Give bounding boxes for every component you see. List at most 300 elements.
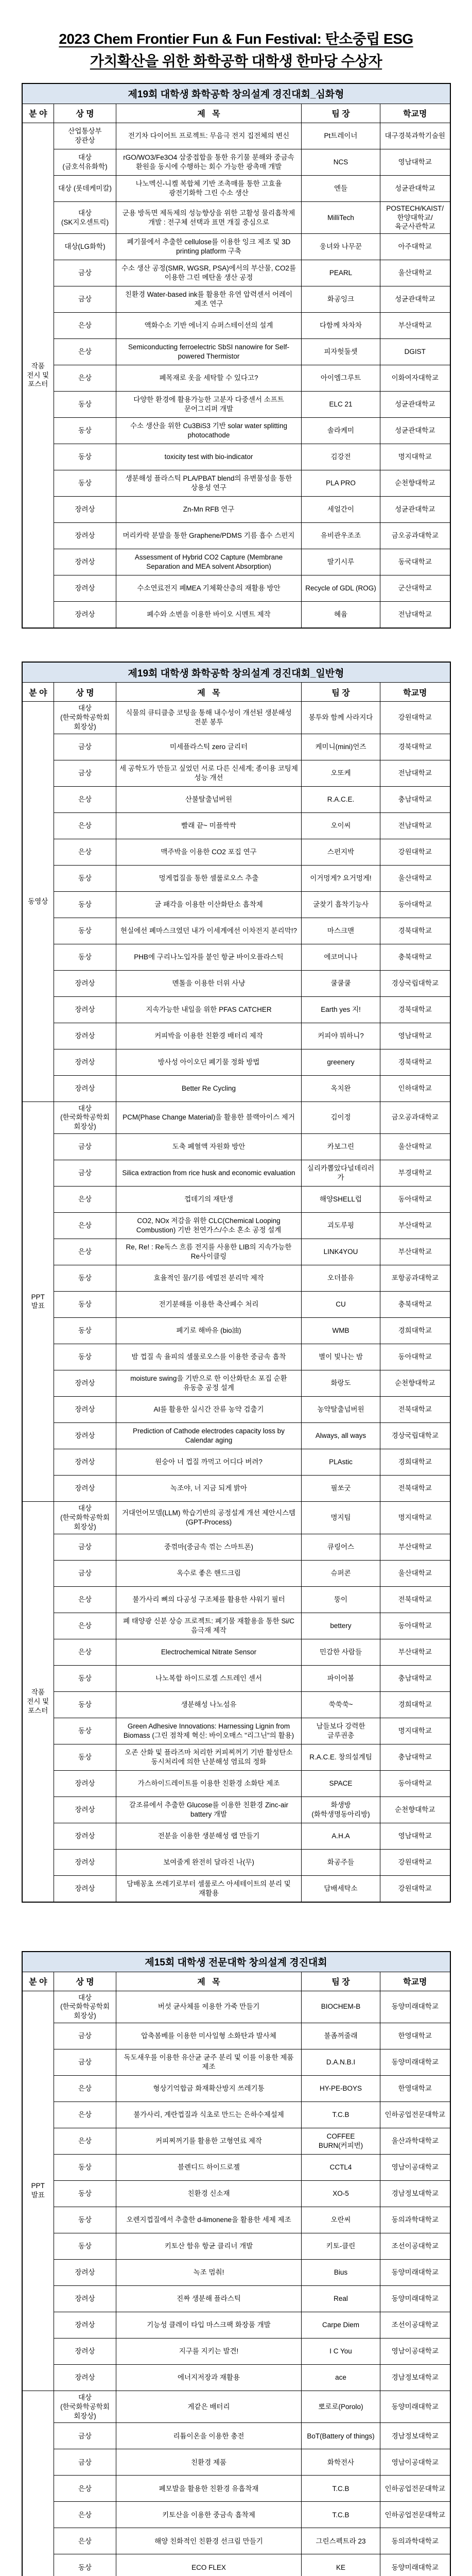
award-cell: 동상 [54,918,116,944]
team-cell: 오더블유 [302,1265,380,1292]
title-cell: 중꺾마(중금속 꺾는 스마트폰) [116,1534,302,1560]
team-cell: 농약탈출넘버원 [302,1397,380,1423]
awards-table-general [22,662,451,1902]
table-row [22,702,450,734]
table-row [22,260,450,286]
award-cell: 대상 (한국화학공학회회장상) [54,702,116,734]
title-cell: 오렌지껍질에서 추출한 d-limonene을 활용한 세제 제조 [116,2207,302,2233]
school-cell: 경희대학교 [380,1691,450,1718]
school-cell: 동아대학교 [380,1344,450,1370]
table-row [22,1023,450,1049]
table-row [22,2102,450,2128]
award-cell: 금상 [54,2049,116,2075]
award-cell: 대상 (한국화학공학회 회장상) [54,1991,116,2023]
team-cell: 굴찾기 흡착기능사 [302,891,380,918]
school-cell: 충남대학교 [380,1665,450,1691]
school-cell: 동양미래대학교 [380,1991,450,2023]
school-cell: 경남정보대학교 [380,2423,450,2449]
table-row [22,2476,450,2502]
team-cell: 불좀꺼줄래 [302,2023,380,2049]
team-cell: 유비관우조조 [302,523,380,549]
team-cell: 솔라케미 [302,418,380,444]
table-row [22,839,450,865]
title-cell: 머리카락 분말을 통한 Graphene/PDMS 기름 흡수 스펀지 [116,523,302,549]
title-cell: PCM(Phase Change Material)을 활용한 블랙아이스 제거 [116,1101,302,1133]
award-cell: 장려상 [54,1423,116,1449]
award-cell: 장려상 [54,497,116,523]
team-cell: LINK4YOU [302,1239,380,1265]
school-cell: POSTECH/KAIST/한양대학교/육군사관학교 [380,201,450,233]
school-cell: 경희대학교 [380,1318,450,1344]
title-cell: 폐기로 해바유 (bio油) [116,1318,302,1344]
team-cell: 화공주들 [302,1849,380,1875]
award-cell: 대상 (롯데케미칼) [54,175,116,201]
title-cell: 껍데기의 재탄생 [116,1187,302,1213]
title-cell: 옥수로 좋은 핸드크림 [116,1560,302,1586]
title-cell: 거대언어모델(LLM) 학습기반의 공정설계 개선 제안시스템(GPT-Process) [116,1502,302,1534]
table-row [22,549,450,575]
table-row [22,2180,450,2207]
award-cell: 동상 [54,1318,116,1344]
team-cell: 혜윰 [302,602,380,629]
team-cell: 피자헛둘셋 [302,339,380,365]
school-cell: 경상국립대학교 [380,1423,450,1449]
school-cell: 성균관대학교 [380,497,450,523]
team-cell: 파이어볼 [302,1665,380,1691]
award-cell: 장려상 [54,1397,116,1423]
title-cell: 액화수소 기반 에너지 슈퍼스테이션의 설계 [116,313,302,339]
award-cell: 장려상 [54,1449,116,1476]
school-cell: 영남이공대학교 [380,2449,450,2476]
team-cell: WMB [302,1318,380,1344]
award-cell: 장려상 [54,1849,116,1875]
school-cell: 순천향대학교 [380,1370,450,1397]
column-header-award: 상 명 [54,683,116,702]
title-cell: 독도새우를 이용한 유산균 균주 분리 및 이를 이용한 제품 제조 [116,2049,302,2075]
award-cell: 장려상 [54,575,116,602]
table-row [22,2154,450,2180]
title-cell: 생분해성 나노섬유 [116,1691,302,1718]
title-cell: 친환경 Water-based ink를 활용한 유연 압력센서 어레이 제조 연구 [116,286,302,313]
table-row [22,418,450,444]
table-row [22,2449,450,2476]
table-row [22,891,450,918]
team-cell: 아이엠그루트 [302,365,380,392]
title-cell: 식물의 큐티클층 코팅을 통해 내수성이 개선된 생분해성 전분 봉투 [116,702,302,734]
team-cell: 화학전사 [302,2449,380,2476]
team-cell: 해양SHELL럽 [302,1187,380,1213]
school-cell: 한영대학교 [380,2075,450,2102]
award-cell: 은상 [54,812,116,839]
title-cell: Green Adhesive Innovations: Harnessing Lignin from Biomass (그린 점착제 혁신: 바이오매스 "리그닌"의 활용) [116,1718,302,1744]
school-cell: 인하공업전문대학교 [380,2102,450,2128]
award-cell: 장려상 [54,1049,116,1075]
team-cell: 에코머니나 [302,944,380,970]
team-cell: 오또케 [302,760,380,786]
table-row [22,1449,450,1476]
team-cell: PEARL [302,260,380,286]
team-cell: 카보그린 [302,1134,380,1160]
award-cell: 장려상 [54,2312,116,2338]
table-row [22,339,450,365]
team-cell: 스펀지박 [302,839,380,865]
award-cell: 은상 [54,2528,116,2554]
title-cell: 도축 폐혈액 자원화 방안 [116,1134,302,1160]
school-cell: 경북대학교 [380,918,450,944]
table-title-row [22,83,450,104]
school-cell: 동아대학교 [380,1187,450,1213]
award-cell: 은상 [54,2102,116,2128]
title-cell: 해양 친화적인 친환경 선크림 만들기 [116,2528,302,2554]
title-cell: Electrochemical Nitrate Sensor [116,1639,302,1665]
title-cell: 녹조야, 너 지금 되게 밝아 [116,1476,302,1502]
table-row [22,2391,450,2422]
table-row [22,2502,450,2528]
team-cell: 마스크맨 [302,918,380,944]
school-cell: 경상국립대학교 [380,970,450,996]
team-cell: R.A.C.E. 창의설계팀 [302,1744,380,1770]
table-row [22,1534,450,1560]
award-cell: 동상 [54,2154,116,2180]
table-row [22,1502,450,1534]
school-cell: 전북대학교 [380,1586,450,1613]
page-title [14,28,458,73]
title-cell: Better Re Cycling [116,1075,302,1101]
school-cell: 부산대학교 [380,1534,450,1560]
table-row [22,1718,450,1744]
table-row [22,1075,450,1101]
title-cell: ECO FLEX [116,2554,302,2576]
award-cell: 장려상 [54,2259,116,2285]
school-cell: 경북대학교 [380,996,450,1023]
award-cell: 동상 [54,1292,116,1318]
title-cell: 나노복합 하이드로겔 스트레인 센서 [116,1665,302,1691]
table-row [22,2312,450,2338]
award-cell: 장려상 [54,1770,116,1797]
school-cell: 부산대학교 [380,1639,450,1665]
award-cell: 은상 [54,339,116,365]
school-cell: 순천향대학교 [380,470,450,497]
title-cell: Assessment of Hybrid CO2 Capture (Membrane Separation and MEA solvent Absorption) [116,549,302,575]
team-cell: 오란씨 [302,2207,380,2233]
category-cell: PPT 발표 [22,1101,54,1501]
school-cell: 명지대학교 [380,1502,450,1534]
team-cell: Real [302,2285,380,2312]
award-cell: 은상 [54,2476,116,2502]
title-cell: toxicity test with bio-indicator [116,444,302,470]
team-cell: ace [302,2364,380,2391]
award-cell: 장려상 [54,1823,116,1849]
award-cell: 장려상 [54,1370,116,1397]
title-cell: 전분을 이용한 생분해성 랩 만들기 [116,1823,302,1849]
award-cell: 은상 [54,1586,116,1613]
column-header-field: 분 야 [22,1972,54,1991]
table-row [22,523,450,549]
award-cell: 대상 (금호석유화학) [54,149,116,175]
table-row [22,2207,450,2233]
award-cell: 장려상 [54,2285,116,2312]
school-cell: 금오공과대학교 [380,1101,450,1133]
column-header-school: 학교명 [380,104,450,123]
team-cell: 세얼간이 [302,497,380,523]
column-header-school: 학교명 [380,1972,450,1991]
award-cell: 동상 [54,2233,116,2259]
school-cell: 울산과학대학교 [380,2128,450,2154]
team-cell: 봉투와 함께 사라지다 [302,702,380,734]
school-cell: 울산대학교 [380,865,450,891]
table-row [22,1797,450,1823]
school-cell: 전남대학교 [380,602,450,629]
team-cell: I C You [302,2338,380,2364]
title-cell: 굴 패각을 이용한 이산화탄소 흡착제 [116,891,302,918]
title-cell: Semiconducting ferroelectric SbSI nanowire for Self-powered Thermistor [116,339,302,365]
award-cell: 은상 [54,1639,116,1665]
school-cell: 영남대학교 [380,1023,450,1049]
table-row [22,865,450,891]
team-cell: 딸기시루 [302,549,380,575]
award-cell: 장려상 [54,970,116,996]
award-cell: 은상 [54,1239,116,1265]
award-cell: 동상 [54,1265,116,1292]
table-row [22,1613,450,1639]
team-cell: 필쏘굿 [302,1476,380,1502]
table-row [22,2259,450,2285]
team-cell: D.A.N.B.I [302,2049,380,2075]
school-cell: 전남대학교 [380,812,450,839]
table-row [22,149,450,175]
award-cell: 동상 [54,2180,116,2207]
team-cell: COFFEE BURN(커피번) [302,2128,380,2154]
table-row [22,1586,450,1613]
school-cell: 부산대학교 [380,1239,450,1265]
title-cell: 생분해성 플라스틱 PLA/PBAT blend의 유변물성을 통한 상용성 연구 [116,470,302,497]
title-cell: 지속가능한 내일을 위한 PFAS CATCHER [116,996,302,1023]
team-cell: greenery [302,1049,380,1075]
table-row [22,812,450,839]
title-cell: 리튬이온을 이용한 충전 [116,2423,302,2449]
team-cell: 키토-클린 [302,2233,380,2259]
school-cell: 울산대학교 [380,1134,450,1160]
column-header-team: 팀 장 [302,104,380,123]
awards-table-advanced [22,83,451,629]
team-cell: Pt트레이너 [302,123,380,149]
award-cell: 은상 [54,839,116,865]
category-cell: 작품 전시 및 포스터 [22,123,54,628]
table-row [22,365,450,392]
award-cell: 동상 [54,1344,116,1370]
table-row [22,1160,450,1187]
title-cell: 효율적인 물/기름 에멀전 분리막 제작 [116,1265,302,1292]
table-row [22,996,450,1023]
column-header-award: 상 명 [54,1972,116,1991]
award-cell: 은상 [54,1213,116,1239]
award-cell: 동상 [54,2207,116,2233]
school-cell: 군산대학교 [380,575,450,602]
team-cell: 슈퍼콘 [302,1560,380,1586]
school-cell: 영남이공대학교 [380,2154,450,2180]
team-cell: Carpe Diem [302,2312,380,2338]
award-cell: 장려상 [54,996,116,1023]
award-cell: 동상 [54,1691,116,1718]
team-cell: CU [302,1292,380,1318]
school-cell: 경남정보대학교 [380,2180,450,2207]
table-row [22,1134,450,1160]
school-cell: 부산대학교 [380,1213,450,1239]
table-row [22,1476,450,1502]
title-cell: 커피찌꺼기를 활용한 고형연료 제작 [116,2128,302,2154]
team-cell: 민감한 사람들 [302,1639,380,1665]
school-cell: 동양미래대학교 [380,2391,450,2422]
award-cell: 은상 [54,1613,116,1639]
team-cell: T.C.B [302,2102,380,2128]
table-row [22,944,450,970]
table-row [22,1265,450,1292]
title-cell: 담배꽁초 쓰레기로부터 셀룰로스 아세테이트의 분리 및 재활용 [116,1875,302,1902]
table-row [22,1344,450,1370]
column-header-team: 팀 장 [302,683,380,702]
table-row [22,1423,450,1449]
award-cell: 금상 [54,1534,116,1560]
team-cell: 웅녀와 나무꾼 [302,234,380,260]
table-row [22,175,450,201]
table-row [22,1318,450,1344]
team-cell: 그린스펙트라 23 [302,2528,380,2554]
school-cell: 부경대학교 [380,1160,450,1187]
table-row [22,1560,450,1586]
school-cell: 강원대학교 [380,702,450,734]
team-cell: Earth yes 지! [302,996,380,1023]
team-cell: 화생방(화학생명동아리방) [302,1797,380,1823]
team-cell: Recycle of GDL (ROG) [302,575,380,602]
school-cell: 대구경북과학기술원 [380,123,450,149]
table-row [22,2364,450,2391]
table-row [22,1849,450,1875]
title-cell: 멍게껍질을 통한 셀룰로오스 추출 [116,865,302,891]
school-cell: 강원대학교 [380,1875,450,1902]
title-cell: 맥주박을 이용한 CO2 포집 연구 [116,839,302,865]
award-cell: 동상 [54,865,116,891]
school-cell: 한영대학교 [380,2023,450,2049]
award-cell: 은상 [54,1187,116,1213]
award-cell: 대상 (한국화학공학회 회장상) [54,2391,116,2422]
team-cell: 다함께 차차차 [302,313,380,339]
table-title: 제15회 대학생 전문대학 창의설계 경진대회 [22,1952,450,1972]
team-cell: XO-5 [302,2180,380,2207]
team-cell: 뚱이 [302,1586,380,1613]
school-cell: 조선이공대학교 [380,2312,450,2338]
award-cell: 장려상 [54,549,116,575]
table-row [22,1213,450,1239]
table-row [22,602,450,629]
team-cell: SPACE [302,1770,380,1797]
column-header-title: 제 목 [116,683,302,702]
title-cell: 불가사리, 계란껍질과 식초로 만드는 은하수제설제 [116,2102,302,2128]
table-row [22,786,450,812]
school-cell: 동의과학대학교 [380,2207,450,2233]
title-cell: 지구를 지키는 발견! [116,2338,302,2364]
award-cell: 금상 [54,2423,116,2449]
school-cell: 강원대학교 [380,1849,450,1875]
award-cell: 장려상 [54,1875,116,1902]
table-row [22,444,450,470]
team-cell: 담배세탁소 [302,1875,380,1902]
title-cell: 수소 생산을 위한 Cu3BiS3 기반 solar water splitting photocathode [116,418,302,444]
team-cell: 큐링어스 [302,1534,380,1560]
award-cell: 산업통상부 장관상 [54,123,116,149]
title-cell: 폐 태양광 신분 상승 프로젝트: 폐기물 재활용을 통한 Si/C 음극재 제작 [116,1613,302,1639]
table-row [22,497,450,523]
table-row [22,201,450,233]
title-cell: Silica extraction from rice husk and economic evaluation [116,1160,302,1187]
team-cell: 쑥쑥쑥~ [302,1691,380,1718]
title-cell: 형상기억합금 화재확산방지 쓰레기통 [116,2075,302,2102]
team-cell: 화공잉크 [302,286,380,313]
title-cell: 폐수와 소변을 이용한 바이오 시멘트 제작 [116,602,302,629]
school-cell: 동양미래대학교 [380,2285,450,2312]
title-cell: 기능성 클레이 타입 마스크팩 화장품 개발 [116,2312,302,2338]
table-row [22,918,450,944]
school-cell: 전북대학교 [380,1476,450,1502]
school-cell: 인하공업전문대학교 [380,2476,450,2502]
team-cell: 화랑도 [302,1370,380,1397]
title-cell: 갈조류에서 추출한 Glucose를 이용한 친환경 Zinc-air battery 개발 [116,1797,302,1823]
award-cell: 은상 [54,2502,116,2528]
award-cell: 금상 [54,1134,116,1160]
title-cell: 진짜 생분해 플라스틱 [116,2285,302,2312]
award-cell: 대상 (한국화학공학회회장상) [54,1101,116,1133]
table-row [22,575,450,602]
school-cell: 동양미래대학교 [380,2049,450,2075]
title-cell: 친환경 제품 [116,2449,302,2476]
category-cell: PPT 발표 [22,1991,54,2391]
award-cell: 장려상 [54,1476,116,1502]
team-cell: BIOCHEM-B [302,1991,380,2023]
title-cell: 게같은 배터리 [116,2391,302,2422]
table-row [22,1691,450,1718]
team-cell: PLAstic [302,1449,380,1476]
award-cell: 동상 [54,418,116,444]
award-cell: 장려상 [54,602,116,629]
award-cell: 금상 [54,260,116,286]
award-cell: 은상 [54,365,116,392]
title-cell: 수소연료전지 폐MEA 기체확산층의 재활용 방안 [116,575,302,602]
award-cell: 장려상 [54,2338,116,2364]
team-cell: 김강전 [302,444,380,470]
school-cell: 동양미래대학교 [380,2554,450,2576]
award-cell: 은상 [54,2128,116,2154]
column-header-team: 팀 장 [302,1972,380,1991]
title-cell: 보여줄게 완전히 달라진 나(무) [116,1849,302,1875]
school-cell: 전남대학교 [380,760,450,786]
school-cell: 충북대학교 [380,1292,450,1318]
team-cell: 명지팀 [302,1502,380,1534]
team-cell: 오이씨 [302,812,380,839]
school-cell: 동아대학교 [380,1770,450,1797]
column-header-title: 제 목 [116,1972,302,1991]
team-cell: 이거멍게? 요거멍게! [302,865,380,891]
school-cell: 경북대학교 [380,734,450,760]
team-cell: KE [302,2554,380,2576]
table-row [22,970,450,996]
table-row [22,1770,450,1797]
team-cell: BoT(Battery of things) [302,2423,380,2449]
school-cell: 인하대학교 [380,1075,450,1101]
team-cell: bettery [302,1613,380,1639]
award-cell: 동상 [54,2554,116,2576]
school-cell: 영남대학교 [380,149,450,175]
title-cell: 전기분해를 이용한 축산폐수 처리 [116,1292,302,1318]
title-cell: 키토산을 이용한 중금속 흡착제 [116,2502,302,2528]
